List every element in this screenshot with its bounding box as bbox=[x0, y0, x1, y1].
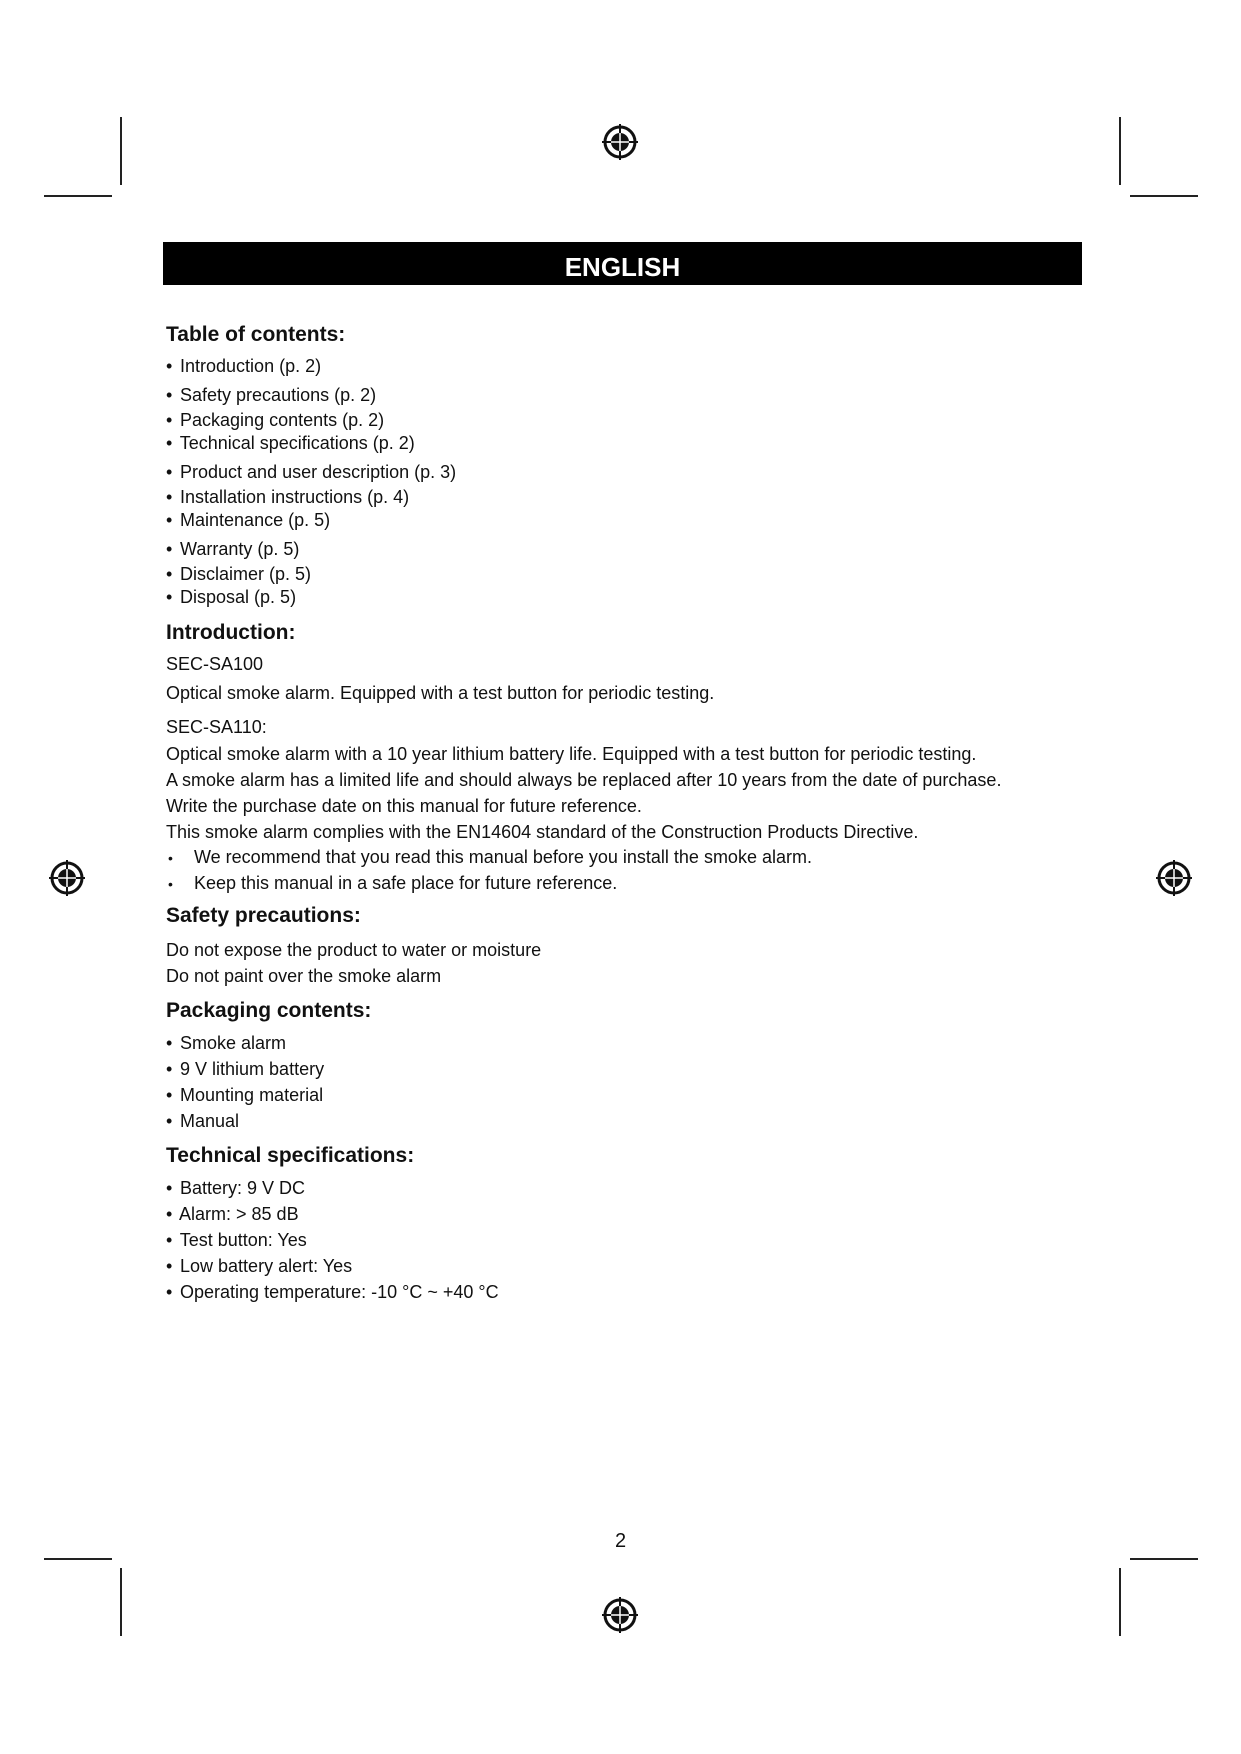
intro-paragraph: A smoke alarm has a limited life and should always be replaced after 10 years from the date of purchase. bbox=[166, 770, 1002, 790]
toc-item: • Disclaimer (p. 5) bbox=[166, 564, 312, 584]
toc-item: • Disposal (p. 5) bbox=[166, 587, 297, 607]
packaging-item: • Mounting material bbox=[166, 1085, 324, 1105]
spec-item: • Operating temperature: -10 °C ~ +40 °C bbox=[166, 1282, 499, 1302]
safety-line: Do not paint over the smoke alarm bbox=[166, 966, 442, 986]
crop-mark bbox=[1130, 195, 1198, 197]
registration-mark-icon bbox=[600, 1595, 640, 1635]
spec-item: • Test button: Yes bbox=[166, 1230, 307, 1250]
crop-mark bbox=[44, 195, 112, 197]
packaging-heading: Packaging contents: bbox=[166, 999, 372, 1022]
language-header: ENGLISH bbox=[163, 242, 1082, 285]
intro-paragraph: Optical smoke alarm with a 10 year lithium battery life. Equipped with a test button for periodic testing. bbox=[166, 744, 977, 764]
crop-mark bbox=[44, 1558, 112, 1560]
recommendation-item: • We recommend that you read this manual before you install the smoke alarm. bbox=[168, 847, 812, 867]
intro-paragraph: Write the purchase date on this manual for future reference. bbox=[166, 796, 642, 816]
toc-item: • Product and user description (p. 3) bbox=[166, 462, 457, 482]
model-description: Optical smoke alarm. Equipped with a test button for periodic testing. bbox=[166, 683, 715, 703]
toc-item: • Introduction (p. 2) bbox=[166, 356, 322, 376]
intro-paragraph: This smoke alarm complies with the EN14604 standard of the Construction Products Directive. bbox=[166, 822, 919, 842]
toc-item: • Technical specifications (p. 2) bbox=[166, 433, 415, 453]
packaging-item: • Manual bbox=[166, 1111, 240, 1131]
crop-mark bbox=[1130, 1558, 1198, 1560]
safety-line: Do not expose the product to water or moisture bbox=[166, 940, 542, 960]
crop-mark bbox=[1119, 117, 1121, 185]
crop-mark bbox=[1119, 1568, 1121, 1636]
toc-item: • Maintenance (p. 5) bbox=[166, 510, 331, 530]
registration-mark-icon bbox=[47, 858, 87, 898]
toc-item: • Warranty (p. 5) bbox=[166, 539, 300, 559]
toc-item: • Installation instructions (p. 4) bbox=[166, 487, 410, 507]
toc-heading: Table of contents: bbox=[166, 323, 346, 346]
crop-mark bbox=[120, 1568, 122, 1636]
spec-item: • Alarm: > 85 dB bbox=[166, 1204, 299, 1224]
page-number: 2 bbox=[614, 1530, 627, 1552]
registration-mark-icon bbox=[1154, 858, 1194, 898]
packaging-item: • Smoke alarm bbox=[166, 1033, 287, 1053]
toc-item: • Safety precautions (p. 2) bbox=[166, 385, 377, 405]
crop-mark bbox=[120, 117, 122, 185]
spec-item: • Battery: 9 V DC bbox=[166, 1178, 306, 1198]
model-name: SEC-SA100 bbox=[166, 654, 264, 674]
specs-heading: Technical specifications: bbox=[166, 1144, 415, 1167]
toc-item: • Packaging contents (p. 2) bbox=[166, 410, 385, 430]
safety-heading: Safety precautions: bbox=[166, 904, 361, 927]
registration-mark-icon bbox=[600, 122, 640, 162]
spec-item: • Low battery alert: Yes bbox=[166, 1256, 353, 1276]
packaging-item: • 9 V lithium battery bbox=[166, 1059, 325, 1079]
introduction-heading: Introduction: bbox=[166, 621, 296, 644]
recommendation-item: • Keep this manual in a safe place for future reference. bbox=[168, 873, 618, 893]
model-name: SEC-SA110: bbox=[166, 717, 267, 737]
